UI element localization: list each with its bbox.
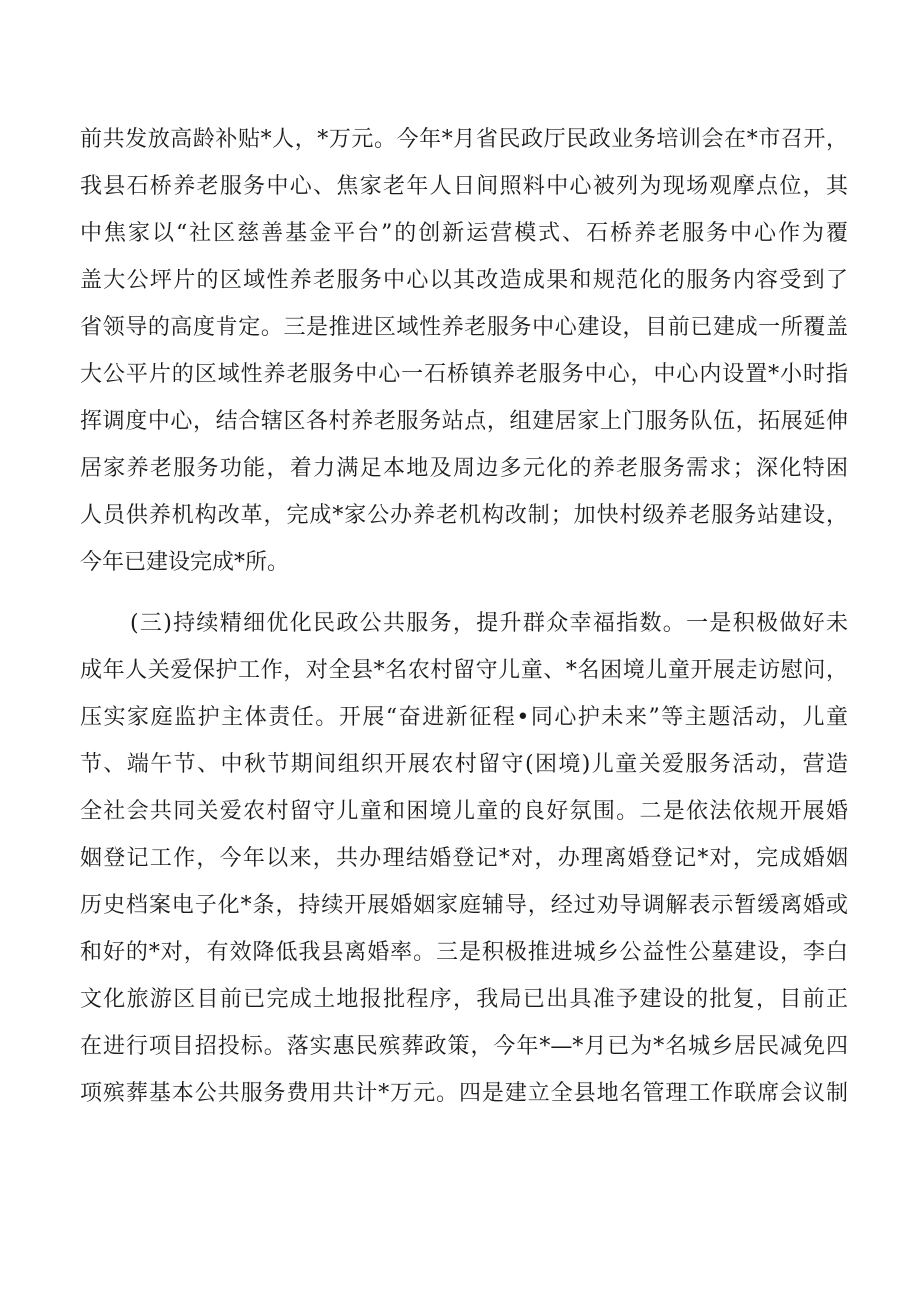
text-line: 文化旅游区目前已完成土地报批程序，我局已出具准予建设的批复，目前正 — [80, 987, 848, 1012]
text-line: 人员供养机构改革，完成*家公办养老机构改制；加快村级养老服务站建设， — [80, 503, 848, 528]
text-line: 成年人关爱保护工作，对全县*名农村留守儿童、*名困境儿童开展走访慰问， — [80, 658, 848, 683]
text-line: 盖大公坪片的区域性养老服务中心以其改造成果和规范化的服务内容受到了 — [80, 268, 848, 293]
text-line: 我县石桥养老服务中心、焦家老年人日间照料中心被列为现场观摩点位，其 — [80, 174, 848, 199]
text-line: 省领导的高度肯定。三是推进区域性养老服务中心建设，目前已建成一所覆盖 — [80, 315, 848, 340]
text-line: 姻登记工作，今年以来，共办理结婚登记*对，办理离婚登记*对，完成婚姻 — [80, 846, 848, 871]
text-line: 历史档案电子化*条，持续开展婚姻家庭辅导，经过劝导调解表示暂缓离婚或 — [80, 893, 848, 918]
text-line: 和好的*对，有效降低我县离婚率。三是积极推进城乡公益性公墓建设，李白 — [80, 940, 848, 965]
section-heading-line: (三)持续精细优化民政公共服务，提升群众幸福指数。一是积极做好未 — [130, 611, 848, 636]
text-line: 项殡葬基本公共服务费用共计*万元。四是建立全县地名管理工作联席会议制 — [80, 1081, 848, 1106]
text-line: 中焦家以“社区慈善基金平台”的创新运营模式、石桥养老服务中心作为覆 — [80, 221, 848, 246]
text-line: 节、端午节、中秋节期间组织开展农村留守(困境)儿童关爱服务活动，营造 — [80, 752, 848, 777]
text-line: 居家养老服务功能，着力满足本地及周边多元化的养老服务需求；深化特困 — [80, 456, 848, 481]
text-line: 在进行项目招投标。落实惠民殡葬政策，今年*—*月已为*名城乡居民减免四 — [80, 1034, 848, 1059]
text-line: 大公平片的区域性养老服务中心一石桥镇养老服务中心，中心内设置*小时指 — [80, 362, 848, 387]
text-line: 压实家庭监护主体责任。开展“奋进新征程•同心护未来”等主题活动，儿童 — [80, 705, 848, 730]
paragraph-last-line: 今年已建设完成*所。 — [80, 550, 290, 575]
text-line: 全社会共同关爱农村留守儿童和困境儿童的良好氛围。二是依法依规开展婚 — [80, 799, 848, 824]
text-line: 前共发放高龄补贴*人，*万元。今年*月省民政厅民政业务培训会在*市召开， — [80, 127, 848, 152]
text-line: 挥调度中心，结合辖区各村养老服务站点，组建居家上门服务队伍，拓展延伸 — [80, 409, 848, 434]
